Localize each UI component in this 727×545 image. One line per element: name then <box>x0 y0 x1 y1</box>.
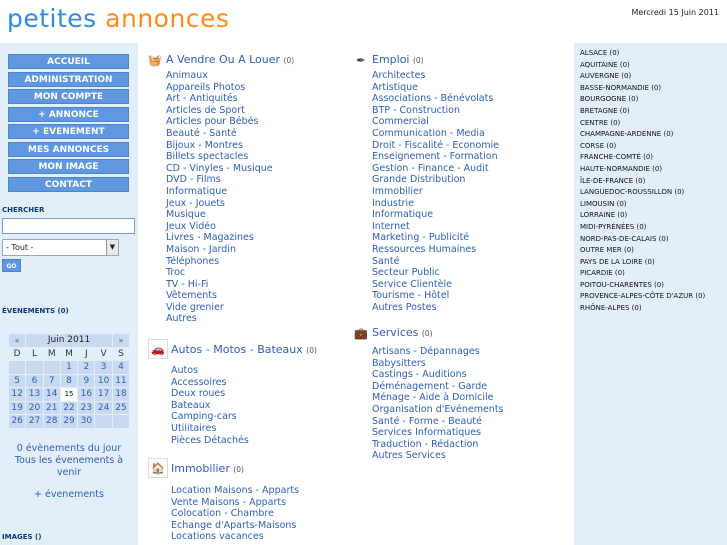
search-heading: CHERCHER <box>2 206 45 214</box>
subcategory-link[interactable]: Articles de Sport <box>166 104 245 116</box>
region-link[interactable]: ÎLE-DE-FRANCE (0) <box>580 176 646 185</box>
region-link[interactable]: BRETAGNE (0) <box>580 106 630 115</box>
subcategory-link[interactable]: Industrie <box>372 197 414 209</box>
calendar-empty <box>44 361 60 374</box>
shopping-basket-icon: 🧺 <box>148 53 162 67</box>
calendar-day[interactable]: 9 <box>78 375 94 388</box>
calendar-day[interactable]: 4 <box>113 361 129 374</box>
calendar-weekday: J <box>78 348 94 361</box>
region-link[interactable]: OUTRE MER (0) <box>580 246 634 255</box>
header <box>0 0 727 43</box>
subcategory-link[interactable]: Castings - Auditions <box>372 369 467 381</box>
calendar-day[interactable]: 26 <box>9 415 25 428</box>
calendar-day[interactable]: 12 <box>9 388 25 401</box>
subcategory-link[interactable]: Jeux Vidéo <box>166 220 216 232</box>
subcategory-link[interactable]: Communication - Media <box>372 127 485 139</box>
subcategory-link[interactable]: Animaux <box>166 70 208 81</box>
region-link[interactable]: AUVERGNE (0) <box>580 72 632 81</box>
region-link[interactable]: PROVENCE-ALPES-CÔTE D'AZUR (0) <box>580 292 706 301</box>
region-link[interactable]: CHAMPAGNE-ARDENNE (0) <box>580 130 674 139</box>
calendar-day[interactable]: 25 <box>113 402 129 415</box>
region-link[interactable]: POITOU-CHARENTES (0) <box>580 280 664 289</box>
calendar-day[interactable]: 28 <box>44 415 60 428</box>
subcategory-link[interactable]: Utilitaires <box>171 422 217 434</box>
region-link[interactable]: AQUITAINE (0) <box>580 60 630 69</box>
menu-mon-compte[interactable]: MON COMPTE <box>8 89 129 104</box>
dropdown-arrow-icon[interactable]: ▼ <box>106 240 118 255</box>
subcategory-link[interactable]: Autres Postes <box>372 301 437 313</box>
subcategory-link[interactable]: Livres - Magazines <box>166 232 254 244</box>
subcategory-link[interactable]: Téléphones <box>166 255 220 267</box>
subcategory-link[interactable]: Articles pour Bébés <box>166 116 259 128</box>
calendar-weekday: M <box>44 348 60 361</box>
subcategory-link[interactable]: Internet <box>372 220 410 232</box>
category-autos-list <box>171 365 249 446</box>
region-link[interactable]: BOURGOGNE (0) <box>580 95 639 104</box>
calendar-day[interactable]: 23 <box>78 402 94 415</box>
region-link[interactable]: RHÔNE-ALPES (0) <box>580 304 642 313</box>
subcategory-link[interactable]: Bijoux - Montres <box>166 139 243 151</box>
region-link[interactable]: LIMOUSIN (0) <box>580 199 627 208</box>
region-link[interactable]: PAYS DE LA LOIRE (0) <box>580 257 655 266</box>
subcategory-link[interactable]: Tourisme - Hôtel <box>372 290 450 302</box>
calendar-empty <box>9 361 25 374</box>
calendar-today[interactable]: 15 <box>61 388 77 401</box>
subcategory-link[interactable]: Troc <box>166 267 186 279</box>
calendar-day[interactable]: 18 <box>113 388 129 401</box>
calendar-day[interactable]: 3 <box>95 361 111 374</box>
subcategory-link[interactable]: Accessoires <box>171 376 227 388</box>
menu-add-annonce[interactable]: + ANNONCE <box>8 107 129 122</box>
calendar-weekday: V <box>95 348 111 361</box>
calendar-day[interactable]: 10 <box>95 375 111 388</box>
subcategory-link[interactable]: Marketing - Publicité <box>372 232 470 244</box>
category-select[interactable] <box>2 239 119 256</box>
category-autos-title[interactable]: Autos - Motos - Bateaux (0) <box>171 343 317 356</box>
subcategory-link[interactable]: Colocation - Chambre <box>171 508 274 520</box>
category-services-list <box>372 346 504 462</box>
subcategory-link[interactable]: Ménage - Aide à Domicile <box>372 392 494 404</box>
category-select-value: - Tout - <box>6 243 34 252</box>
subcategory-link[interactable]: Babysitters <box>372 357 426 369</box>
briefcase-icon: 💼 <box>354 326 368 340</box>
subcategory-link[interactable]: Jeux - Jouets <box>166 197 225 209</box>
site-logo[interactable]: petites annonces <box>7 4 230 33</box>
calendar-day[interactable]: 29 <box>61 415 77 428</box>
calendar-day[interactable]: 2 <box>78 361 94 374</box>
subcategory-link[interactable]: Secteur Public <box>372 267 440 279</box>
calendar-day[interactable]: 16 <box>78 388 94 401</box>
calendar-day[interactable]: 30 <box>78 415 94 428</box>
images-heading: IMAGES () <box>2 533 42 541</box>
pen-icon: ✒ <box>356 53 366 67</box>
subcategory-link[interactable]: Services Informatiques <box>372 427 482 439</box>
subcategory-link[interactable]: Service Clientèle <box>372 278 452 290</box>
subcategory-link[interactable]: Gestion - Finance - Audit <box>372 162 489 174</box>
subcategory-link[interactable]: BTP - Construction <box>372 104 461 116</box>
calendar-weekday: S <box>113 348 129 361</box>
calendar-day[interactable]: 22 <box>61 402 77 415</box>
region-link[interactable]: NORD-PAS-DE-CALAIS (0) <box>580 234 669 243</box>
calendar-day[interactable]: 5 <box>9 375 25 388</box>
calendar-day[interactable]: 8 <box>61 375 77 388</box>
category-emploi-list <box>372 70 499 313</box>
calendar <box>8 333 130 429</box>
subcategory-link[interactable]: TV - Hi-Fi <box>166 278 209 290</box>
events-heading: ÉVENEMENTS (0) <box>2 307 69 315</box>
subcategory-link[interactable]: Artistique <box>372 81 418 93</box>
region-link[interactable]: LORRAINE (0) <box>580 211 628 220</box>
add-event-link[interactable]: + évenements <box>34 489 104 500</box>
subcategory-link[interactable]: Vide grenier <box>166 301 224 313</box>
subcategory-link[interactable]: Santé - Forme - Beauté <box>372 415 482 427</box>
calendar-empty <box>113 415 129 428</box>
region-link[interactable]: PICARDIE (0) <box>580 269 625 278</box>
calendar-weekday: L <box>26 348 42 361</box>
main-menu <box>8 54 129 194</box>
category-immo-title[interactable]: Immobilier (0) <box>171 462 244 475</box>
calendar-empty <box>95 415 111 428</box>
calendar-day[interactable]: 21 <box>44 402 60 415</box>
subcategory-link[interactable]: Santé <box>372 255 400 267</box>
subcategory-link[interactable]: Traduction - Rédaction <box>372 438 479 450</box>
menu-mon-image[interactable]: MON IMAGE <box>8 159 129 174</box>
calendar-day[interactable]: 27 <box>26 415 42 428</box>
calendar-day[interactable]: 6 <box>26 375 42 388</box>
subcategory-link[interactable]: Vente Maisons - Apparts <box>171 496 287 508</box>
subcategory-link[interactable]: Pièces Détachés <box>171 434 249 446</box>
subcategory-link[interactable]: Commercial <box>372 116 429 128</box>
subcategory-link[interactable]: DVD - Films <box>166 174 221 186</box>
subcategory-link[interactable]: Déménagement - Garde <box>372 380 488 392</box>
subcategory-link[interactable]: Enseignement - Formation <box>372 151 498 163</box>
calendar-weekday: M <box>61 348 77 361</box>
car-icon: 🚗 <box>148 339 168 359</box>
subcategory-link[interactable]: Bateaux <box>171 399 211 411</box>
menu-add-evenement[interactable]: + EVENEMENT <box>8 124 129 139</box>
subcategory-link[interactable]: Artisans - Dépannages <box>372 346 480 357</box>
subcategory-link[interactable]: Organisation d'Evénements <box>372 403 504 415</box>
region-link[interactable]: CENTRE (0) <box>580 118 621 127</box>
category-vendre-title[interactable]: A Vendre Ou A Louer (0) <box>166 53 295 66</box>
region-link[interactable]: BASSE-NORMANDIE (0) <box>580 83 662 92</box>
menu-mes-annonces[interactable]: MES ANNONCES <box>8 142 129 157</box>
events-all-link[interactable]: Tous les évenements à <box>14 455 124 466</box>
region-link[interactable]: CORSE (0) <box>580 141 617 150</box>
subcategory-link[interactable]: Droit - Fiscalité - Economie <box>372 139 499 151</box>
subcategory-link[interactable]: Vêtements <box>166 290 217 302</box>
subcategory-link[interactable]: Beauté - Santé <box>166 127 237 139</box>
calendar-day[interactable]: 24 <box>95 402 111 415</box>
calendar-month: Juin 2011 <box>26 334 111 347</box>
subcategory-link[interactable]: Art - Antiquités <box>166 93 238 105</box>
menu-contact[interactable]: CONTACT <box>8 177 129 192</box>
subcategory-link[interactable]: Autres Services <box>372 450 446 462</box>
region-link[interactable]: MIDI-PYRÉNÉES (0) <box>580 222 647 231</box>
calendar-day[interactable]: 11 <box>113 375 129 388</box>
subcategory-link[interactable]: Architectes <box>372 70 426 81</box>
subcategory-link[interactable]: Location Maisons - Apparts <box>171 485 300 496</box>
category-emploi-title[interactable]: Emploi (0) <box>372 53 424 66</box>
regions-panel <box>574 43 727 545</box>
subcategory-link[interactable]: Associations - Bénévolats <box>372 93 494 105</box>
subcategory-link[interactable]: CD - Vinyles - Musique <box>166 162 273 174</box>
region-link[interactable]: ALSACE (0) <box>580 49 620 57</box>
calendar-day[interactable]: 20 <box>26 402 42 415</box>
subcategory-link[interactable]: Musique <box>166 209 206 221</box>
calendar-day[interactable]: 13 <box>26 388 42 401</box>
house-icon: 🏠 <box>148 458 168 478</box>
subcategory-link[interactable]: Echange d'Aparts-Maisons <box>171 519 297 531</box>
calendar-weekday: D <box>9 348 25 361</box>
calendar-day[interactable]: 17 <box>95 388 111 401</box>
subcategory-link[interactable]: Camping-cars <box>171 411 237 423</box>
calendar-day[interactable]: 7 <box>44 375 60 388</box>
left-sidebar <box>0 43 138 545</box>
calendar-day[interactable]: 14 <box>44 388 60 401</box>
search-go-button[interactable]: GO <box>2 259 21 272</box>
subcategory-link[interactable]: Autres <box>166 313 197 325</box>
subcategory-link[interactable]: Grande Distribution <box>372 174 466 186</box>
subcategory-link[interactable]: Ressources Humaines <box>372 243 477 255</box>
current-date: Mercredi 15 Juin 2011 <box>631 8 719 17</box>
subcategory-link[interactable]: Immobilier <box>372 185 423 197</box>
subcategory-link[interactable]: Locations vacances <box>171 531 264 543</box>
events-today-link[interactable]: 0 évènements du jour <box>16 443 122 454</box>
subcategory-link[interactable]: Maison - Jardin <box>166 243 236 255</box>
events-all-link-cont[interactable]: venir <box>56 467 82 478</box>
calendar-day[interactable]: 19 <box>9 402 25 415</box>
subcategory-link[interactable]: Billets spectacles <box>166 151 249 163</box>
search-input[interactable] <box>2 218 135 234</box>
calendar-prev-button[interactable]: « <box>9 334 25 347</box>
subcategory-link[interactable]: Informatique <box>166 185 228 197</box>
calendar-next-button[interactable]: » <box>113 334 129 347</box>
calendar-day[interactable]: 1 <box>61 361 77 374</box>
region-link[interactable]: HAUTE-NORMANDIE (0) <box>580 164 663 173</box>
category-immo-list <box>171 485 299 543</box>
subcategory-link[interactable]: Deux roues <box>171 388 226 400</box>
subcategory-link[interactable]: Autos <box>171 365 199 376</box>
menu-accueil[interactable]: ACCUEIL <box>8 54 129 69</box>
category-services-title[interactable]: Services (0) <box>372 326 433 339</box>
region-link[interactable]: FRANCHE-COMTÉ (0) <box>580 153 654 162</box>
subcategory-link[interactable]: Appareils Photos <box>166 81 246 93</box>
subcategory-link[interactable]: Informatique <box>372 209 434 221</box>
region-link[interactable]: LANGUEDOC-ROUSSILLON (0) <box>580 188 685 197</box>
category-vendre-list <box>166 70 273 325</box>
calendar-empty <box>26 361 42 374</box>
menu-administration[interactable]: ADMINISTRATION <box>8 72 129 87</box>
